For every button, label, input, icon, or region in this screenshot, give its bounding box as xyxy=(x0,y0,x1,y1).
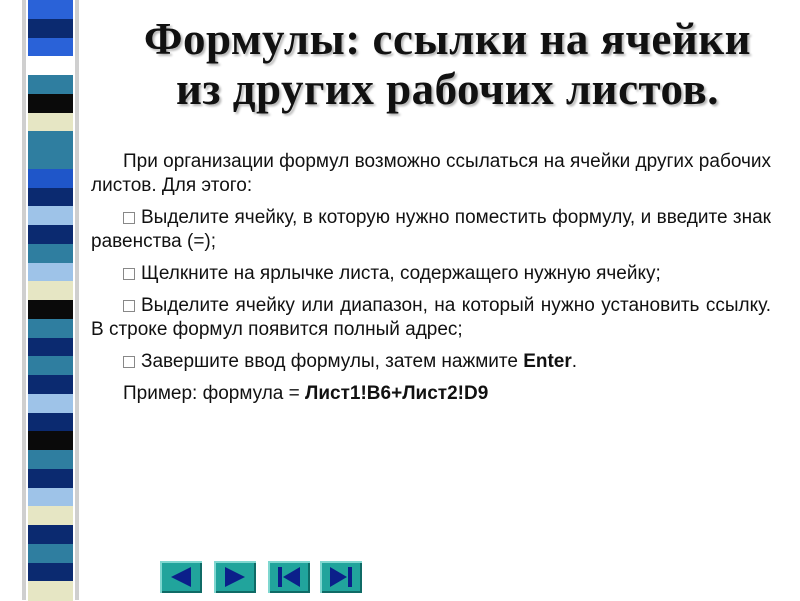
enter-key-label: Enter xyxy=(523,351,572,372)
step-4-text: Завершите ввод формулы, затем нажмите xyxy=(141,351,518,372)
bullet-icon xyxy=(123,212,135,224)
skip-first-icon xyxy=(268,561,310,593)
stripe-segment xyxy=(28,488,73,507)
stripe-segment xyxy=(28,150,73,169)
stripe-edge-left xyxy=(22,0,26,600)
stripe-segment xyxy=(28,0,73,19)
stripe-edge-right xyxy=(75,0,79,600)
stripe-segment xyxy=(28,319,73,338)
prev-slide-button[interactable] xyxy=(160,561,202,593)
bullet-icon xyxy=(123,356,135,368)
stripe-segment xyxy=(28,38,73,57)
stripe-segment xyxy=(28,225,73,244)
first-slide-button[interactable] xyxy=(268,561,310,593)
step-1-text: Выделите ячейку, в которую нужно поместить формулу, и введите знак равенства (=); xyxy=(91,207,771,252)
stripe-segment xyxy=(28,131,73,150)
stripe-segment xyxy=(28,413,73,432)
stripe-segment xyxy=(28,188,73,207)
example-formula: Лист1!B6+Лист2!D9 xyxy=(305,383,489,404)
example-line xyxy=(91,382,771,406)
stripe-segment xyxy=(28,19,73,38)
last-slide-button[interactable] xyxy=(320,561,362,593)
bullet-icon xyxy=(123,300,135,312)
slide-body xyxy=(91,150,771,406)
stripe-segment xyxy=(28,281,73,300)
stripe-segment xyxy=(28,263,73,282)
stripe-segment xyxy=(28,75,73,94)
title-line-1: Формулы: ссылки на ячейки xyxy=(143,14,752,64)
stripe-segment xyxy=(28,544,73,563)
intro-paragraph: При организации формул возможно ссылаться на ячейки других рабочих листов. Для этого: xyxy=(91,151,771,196)
step-4 xyxy=(91,350,771,374)
step-4-end: . xyxy=(571,351,578,372)
next-slide-button[interactable] xyxy=(214,561,256,593)
stripe-segment xyxy=(28,563,73,582)
stripe-segment xyxy=(28,431,73,450)
bullet-icon xyxy=(123,268,135,280)
step-3-text: Выделите ячейку или диапазон, на который нужно установить ссылку. В строке формул появится полный адрес; xyxy=(91,295,771,340)
stripe-segment xyxy=(28,375,73,394)
arrow-left-icon xyxy=(160,561,202,593)
stripe-segment xyxy=(28,113,73,132)
stripe-segment xyxy=(28,450,73,469)
decorative-stripe xyxy=(0,0,93,600)
stripe-segment xyxy=(28,338,73,357)
stripe-segment xyxy=(28,169,73,188)
step-1 xyxy=(91,206,771,254)
stripe-segment xyxy=(28,394,73,413)
stripe-segment xyxy=(28,300,73,319)
step-2 xyxy=(91,262,771,286)
example-label: Пример: формула = xyxy=(123,383,300,404)
stripe-segment xyxy=(28,244,73,263)
stripe-segment xyxy=(28,206,73,225)
stripe-segment xyxy=(28,469,73,488)
stripe-segment xyxy=(28,525,73,544)
step-2-text: Щелкните на ярлычке листа, содержащего нужную ячейку; xyxy=(141,263,661,284)
title-line-2: из других рабочих листов. xyxy=(176,64,719,114)
arrow-right-icon xyxy=(214,561,256,593)
slide-title xyxy=(95,14,800,114)
stripe-segment xyxy=(28,94,73,113)
skip-last-icon xyxy=(320,561,362,593)
stripe-segment xyxy=(28,356,73,375)
stripe-segment xyxy=(28,56,73,75)
step-3 xyxy=(91,294,771,342)
stripe-segment xyxy=(28,581,73,600)
stripe-segment xyxy=(28,506,73,525)
